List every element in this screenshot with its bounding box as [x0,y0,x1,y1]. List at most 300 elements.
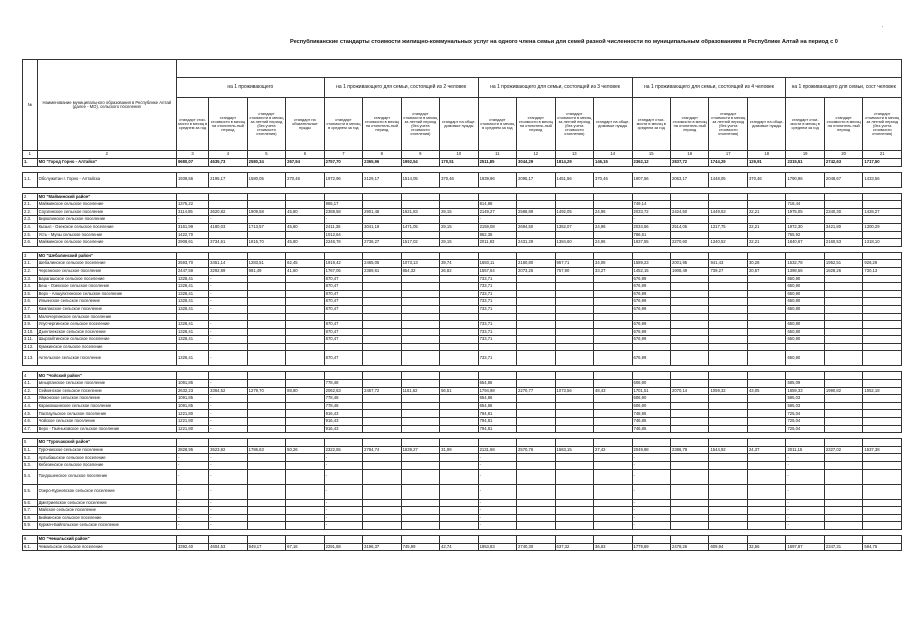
value-cell: 1992,54 [401,159,439,167]
value-cell [863,535,902,543]
table-row [23,380,902,388]
value-cell: 1639,27 [401,446,439,454]
row-name: Каракокшинское сельское поселение [37,402,176,410]
value-cell: 637,32 [555,543,593,551]
value-cell [401,231,439,239]
value-cell [709,305,747,313]
section-row [23,372,902,380]
value-cell [709,462,747,470]
row-number: 3.13. [23,351,38,366]
value-cell: 650,80 [786,321,824,329]
row-name: Кумжинское сельское поселение [37,343,176,351]
value-cell: - [209,328,247,336]
value-cell: 2347,31 [824,543,862,551]
value-cell: - [209,402,247,410]
row-number: 5.6. [23,499,38,507]
value-cell [594,231,632,239]
value-cell [747,462,785,470]
row-name: Шебалинское сельское поселение [37,260,176,268]
row-number: 2.3. [23,216,38,224]
value-cell [401,290,439,298]
value-cell [440,201,478,209]
value-cell: 2129,17 [363,172,401,187]
value-cell: - [786,216,824,224]
value-cell [401,499,439,507]
value-cell: 1717,50 [863,159,902,167]
row-number: 1.1. [23,172,38,187]
value-cell [709,535,747,543]
value-cell [555,499,593,507]
value-cell [286,380,324,388]
value-cell [863,298,902,306]
value-cell: - [478,484,516,499]
value-cell [286,313,324,321]
header-group: на 1 проживающего для семьи, состоящей из 2 человек [324,78,478,98]
value-cell [594,395,632,403]
value-cell [517,252,555,260]
table-row [23,159,902,167]
value-cell: 9680,07 [176,159,208,167]
value-cell [594,336,632,344]
value-cell: 370,46 [747,172,785,187]
value-cell [555,328,593,336]
row-name: МО "Чемальский район" [37,535,176,543]
value-cell [824,343,862,351]
value-cell: - [478,454,516,462]
value-cell [401,507,439,515]
value-cell: 746,85 [632,418,670,426]
row-name: Чойское сельское поселение [37,418,176,426]
value-cell: 2095,17 [517,172,555,187]
value-cell: - [209,321,247,329]
value-cell [517,499,555,507]
value-cell: 794,81 [478,418,516,426]
value-cell [863,425,902,433]
value-cell [555,462,593,470]
value-cell [363,290,401,298]
value-cell: 1451,56 [555,172,593,187]
value-cell [747,380,785,388]
value-cell [670,193,708,201]
value-cell [670,395,708,403]
row-name: Озеро-Куреевское сельское поселение [37,484,176,499]
value-cell: 1328,41 [176,321,208,329]
value-cell [363,201,401,209]
value-cell [363,439,401,447]
value-cell: 1384,60 [555,239,593,247]
value-cell [247,522,285,530]
row-name: Бирюлинское сельское поселение [37,216,176,224]
value-cell: 1161,62 [401,387,439,395]
value-cell: 1972,96 [324,172,362,187]
value-cell [670,522,708,530]
value-cell [517,514,555,522]
value-cell [401,193,439,201]
value-cell [286,252,324,260]
value-cell [709,193,747,201]
value-cell: 29,15 [440,239,478,247]
value-cell: 370,46 [440,172,478,187]
value-cell [670,321,708,329]
value-cell [747,514,785,522]
value-cell [247,469,285,484]
value-cell: 778,48 [324,395,362,403]
column-number: 7 [324,151,362,159]
value-cell: 1621,83 [401,208,439,216]
value-cell [209,201,247,209]
value-cell [517,290,555,298]
value-cell: 870,47 [324,290,362,298]
value-cell [286,535,324,543]
value-cell: 650,80 [786,298,824,306]
row-name: Кызыл - Озекское сельское поселение [37,223,176,231]
value-cell: 2270,60 [670,239,708,247]
value-cell [247,201,285,209]
value-cell [440,290,478,298]
value-cell [555,402,593,410]
value-cell [824,372,862,380]
value-cell [709,351,747,366]
table-row [23,387,902,395]
row-name: Дмитриевское сельское поселение [37,499,176,507]
value-cell [670,216,708,224]
value-cell [401,469,439,484]
value-cell: 4635,73 [209,159,247,167]
value-cell [324,535,362,543]
value-cell [747,484,785,499]
value-cell: 733,71 [478,290,516,298]
value-cell: 39,74 [440,260,478,268]
header-subcolumn: стандарт стоимости в месяц за летний период (без учета стоимости отопления) [709,98,747,151]
value-cell: 1221,80 [176,425,208,433]
value-cell [363,336,401,344]
value-cell [286,216,324,224]
value-cell: - [209,283,247,291]
row-name: Ильинское сельское поселение [37,298,176,306]
value-cell: 22,21 [747,239,785,247]
value-cell [286,275,324,283]
header-subcolumn: стандарт стои-мости в месяц в среднем за год [176,98,208,151]
value-cell: 786,61 [632,231,670,239]
value-cell: 24,96 [594,208,632,216]
value-cell: 1091,85 [176,395,208,403]
value-cell [247,313,285,321]
table-body [23,159,902,551]
value-cell: 2011,15 [786,446,824,454]
value-cell: 3196,37 [363,543,401,551]
value-cell [632,313,670,321]
value-cell: - [786,454,824,462]
value-cell [247,454,285,462]
value-cell: 1909,58 [247,208,285,216]
value-cell: 746,85 [632,425,670,433]
value-cell [747,343,785,351]
column-number: 10 [440,151,478,159]
value-cell [709,372,747,380]
value-cell: 1693,11 [478,260,516,268]
value-cell: 2740,30 [517,543,555,551]
header-subcolumn: стандарт на обще-домовые нужды [440,98,478,151]
value-cell [363,410,401,418]
value-cell [709,402,747,410]
value-cell: 745,99 [401,543,439,551]
value-cell: 1697,87 [786,543,824,551]
value-cell: 2389,61 [363,267,401,275]
value-cell [247,231,285,239]
value-cell [786,372,824,380]
value-cell [286,507,324,515]
header-group: на 1 проживающего для семьи, сост человек [786,78,902,98]
column-number: 5 [247,151,285,159]
value-cell [824,313,862,321]
value-cell [440,469,478,484]
value-cell [555,425,593,433]
value-cell [286,522,324,530]
value-cell: 650,80 [786,336,824,344]
value-cell: 1328,41 [176,328,208,336]
value-cell [824,425,862,433]
value-cell: - [786,507,824,515]
value-cell [517,283,555,291]
table-row [23,395,902,403]
value-cell: 3392,40 [176,543,208,551]
value-cell: 1221,80 [176,418,208,426]
value-cell [247,328,285,336]
value-cell: - [324,469,362,484]
row-name: Майминское сельское поселение [37,239,176,247]
value-cell [247,193,285,201]
value-cell [747,499,785,507]
row-name: Тондошенское сельское поселение [37,469,176,484]
value-cell [517,313,555,321]
value-cell [440,298,478,306]
value-cell: 1012,64 [324,231,362,239]
value-cell [363,313,401,321]
row-number: 2.5. [23,231,38,239]
value-cell [747,402,785,410]
value-cell [555,469,593,484]
value-cell: 267,94 [286,159,324,167]
table-row [23,208,902,216]
value-cell: 606,90 [632,380,670,388]
value-cell [324,193,362,201]
value-cell [247,298,285,306]
value-cell [594,469,632,484]
value-cell [517,484,555,499]
value-cell [824,336,862,344]
value-cell [594,298,632,306]
value-cell [709,507,747,515]
value-cell: 1352,07 [555,223,593,231]
value-cell [401,336,439,344]
value-cell [401,321,439,329]
value-cell [440,410,478,418]
value-cell: - [209,380,247,388]
value-cell [286,514,324,522]
value-cell [670,462,708,470]
value-cell: 1589,23 [632,260,670,268]
header-num: № [23,60,38,151]
value-cell: 2149,27 [478,208,516,216]
header-top-blank [176,60,901,78]
table-row [23,223,902,231]
value-cell [863,380,902,388]
value-cell [747,313,785,321]
header-subcolumn: стандарт на обще-домовые нужды [747,98,785,151]
value-cell: - [209,522,247,530]
value-cell [670,343,708,351]
value-cell [786,313,824,321]
value-cell: 1532,78 [786,260,824,268]
value-cell [824,522,862,530]
value-cell: 2195,17 [209,172,247,187]
row-name: Турочакское сельское поселение [37,446,176,454]
value-cell [555,410,593,418]
value-cell: 757,90 [555,267,593,275]
value-cell [670,275,708,283]
value-cell [594,522,632,530]
value-cell [440,439,478,447]
value-cell: 2388,58 [324,208,362,216]
value-cell [440,321,478,329]
value-cell [209,535,247,543]
value-cell: 1422,70 [176,231,208,239]
value-cell [286,439,324,447]
header-subcolumn: стандарт на обязательные нужды [286,98,324,151]
corner-mark: ' [882,26,883,32]
value-cell: 916,43 [324,410,362,418]
value-cell [555,380,593,388]
value-cell [670,336,708,344]
row-number: 5.5. [23,484,38,499]
table-row [23,231,902,239]
value-cell [286,231,324,239]
value-cell [670,484,708,499]
value-cell [247,462,285,470]
value-cell: 2131,68 [478,446,516,454]
value-cell: 2291,68 [324,543,362,551]
row-name: Беш - Озекское сельское поселение [37,283,176,291]
value-cell [709,454,747,462]
row-name: Малочергинское сельское поселение [37,313,176,321]
value-cell [247,372,285,380]
row-number: 3.11. [23,336,38,344]
value-cell [247,410,285,418]
value-cell [247,507,285,515]
value-cell [824,514,862,522]
value-cell: 1544,92 [709,446,747,454]
value-cell [363,351,401,366]
value-cell [401,425,439,433]
value-cell [670,439,708,447]
table-row [23,321,902,329]
value-cell: 676,99 [632,290,670,298]
column-number: 1 [23,151,38,159]
value-cell [863,336,902,344]
value-cell: - [478,522,516,530]
value-cell: 733,71 [478,336,516,344]
value-cell: 2431,29 [517,239,555,247]
value-cell [824,402,862,410]
value-cell [594,425,632,433]
value-cell [594,535,632,543]
value-cell [401,439,439,447]
value-cell [440,499,478,507]
value-cell [555,439,593,447]
value-cell: 585,03 [786,395,824,403]
value-cell [517,507,555,515]
value-cell [517,321,555,329]
value-cell: 43,05 [747,387,785,395]
row-number: 3.4. [23,283,38,291]
value-cell [709,410,747,418]
value-cell [440,514,478,522]
value-cell: 34,08 [594,260,632,268]
value-cell [440,231,478,239]
value-cell [824,439,862,447]
value-cell: 2049,88 [632,446,670,454]
table-row [23,267,902,275]
value-cell: 129,91 [747,159,785,167]
row-number: 2.1. [23,201,38,209]
value-cell [401,328,439,336]
value-cell [209,343,247,351]
value-cell: - [209,454,247,462]
value-cell [401,462,439,470]
column-number: 6 [286,151,324,159]
value-cell [709,418,747,426]
row-number: 3.10. [23,328,38,336]
value-cell [401,216,439,224]
value-cell [247,275,285,283]
value-cell: 2001,95 [670,260,708,268]
value-cell [747,351,785,366]
table-row [23,239,902,247]
value-cell [709,380,747,388]
value-cell [247,499,285,507]
value-cell: - [176,507,208,515]
value-cell [363,462,401,470]
value-cell [401,418,439,426]
value-cell: 981,49 [247,267,285,275]
value-cell [517,298,555,306]
row-number: 3.7. [23,305,38,313]
value-cell [594,402,632,410]
value-cell: - [209,305,247,313]
header-group: на 1 проживающего для семьи, состоящей из 4 человек [632,78,786,98]
value-cell: - [209,336,247,344]
value-cell: 50,26 [286,446,324,454]
value-cell: 1328,41 [176,283,208,291]
row-number: 5.8. [23,514,38,522]
value-cell: 733,71 [478,283,516,291]
value-cell: - [324,499,362,507]
value-cell: - [478,514,516,522]
row-name: МО "Майминский район" [37,193,176,201]
value-cell [824,410,862,418]
value-cell [517,275,555,283]
value-cell [555,321,593,329]
value-cell: 1990,82 [824,387,862,395]
header-group: на 1 проживающего для семьи, состоящей из 3 человек [478,78,632,98]
row-name: Верх - Пьяньковское сельское поселение [37,425,176,433]
value-cell [247,252,285,260]
value-cell [440,462,478,470]
value-cell [440,372,478,380]
value-cell [247,514,285,522]
value-cell: - [632,484,670,499]
value-cell: 2160,53 [824,239,862,247]
